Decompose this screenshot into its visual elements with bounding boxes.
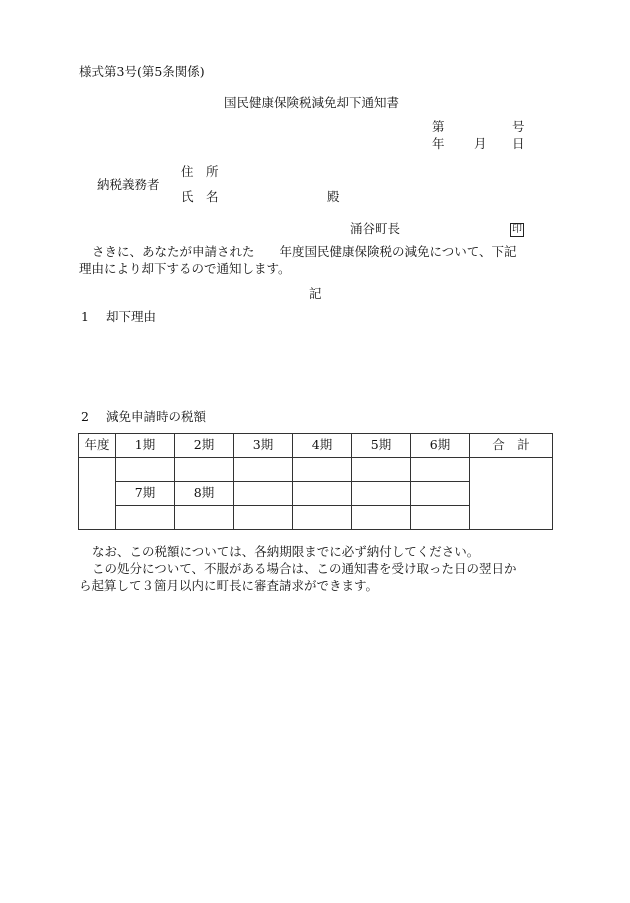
section2-heading: 減免申請時の税額 [106,409,207,424]
intro-line-1: さきに、あなたが申請された 年度国民健康保険税の減免について、下記 [92,244,517,259]
amount-cell [234,506,293,530]
name-label: 氏 名 [181,189,219,204]
seal-mark [510,220,524,237]
total-cell [470,458,553,530]
intro-line-2: 理由により却下するので通知します。 [79,261,291,276]
amount-cell [411,506,470,530]
amount-cell [116,506,175,530]
date-month: 月 [474,136,487,151]
amount-cell [293,506,352,530]
seal-icon: 印 [512,224,522,235]
amount-cell [175,506,234,530]
section2-number: 2 [81,409,89,424]
period-header: 2期 [175,434,234,458]
address-label: 住 所 [181,164,219,179]
amount-cell [234,458,293,482]
taxpayer-label: 納税義務者 [97,177,160,192]
section1-heading: 却下理由 [106,309,157,324]
amount-cell [234,482,293,506]
tax-amount-table [78,433,553,530]
year-header: 年度 [79,434,116,458]
date-day: 日 [512,136,525,151]
period-header: 4期 [293,434,352,458]
year-cell [79,458,116,530]
period-label-cell: 7期 [116,482,175,506]
amount-cell [352,506,411,530]
period-header: 5期 [352,434,411,458]
total-header: 合 計 [470,434,553,458]
amount-cell [411,482,470,506]
amount-cell [293,482,352,506]
table-row [79,458,553,482]
section1-number: 1 [81,309,89,324]
period-header: 3期 [234,434,293,458]
ki-marker: 記 [309,286,322,301]
honorific: 殿 [327,189,340,204]
amount-cell [352,458,411,482]
note-payment: なお、この税額については、各納期限までに必ず納付してください。 [92,544,480,559]
note-appeal-line-2: ら起算して３箇月以内に町長に審査請求ができます。 [79,578,379,593]
note-appeal-line-1: この処分について、不服がある場合は、この通知書を受け取った日の翌日か [92,561,517,576]
amount-cell [411,458,470,482]
period-header: 6期 [411,434,470,458]
amount-cell [175,458,234,482]
period-header: 1期 [116,434,175,458]
amount-cell [293,458,352,482]
document-title: 国民健康保険税減免却下通知書 [224,95,400,110]
period-label-cell: 8期 [175,482,234,506]
table-header-row [79,434,553,458]
date-year: 年 [432,136,445,151]
amount-cell [116,458,175,482]
doc-number-suffix: 号 [512,119,525,134]
issuer-title: 涌谷町長 [350,221,401,236]
doc-number-prefix: 第 [432,119,445,134]
form-number: 様式第3号(第5条関係) [79,64,205,79]
amount-cell [352,482,411,506]
